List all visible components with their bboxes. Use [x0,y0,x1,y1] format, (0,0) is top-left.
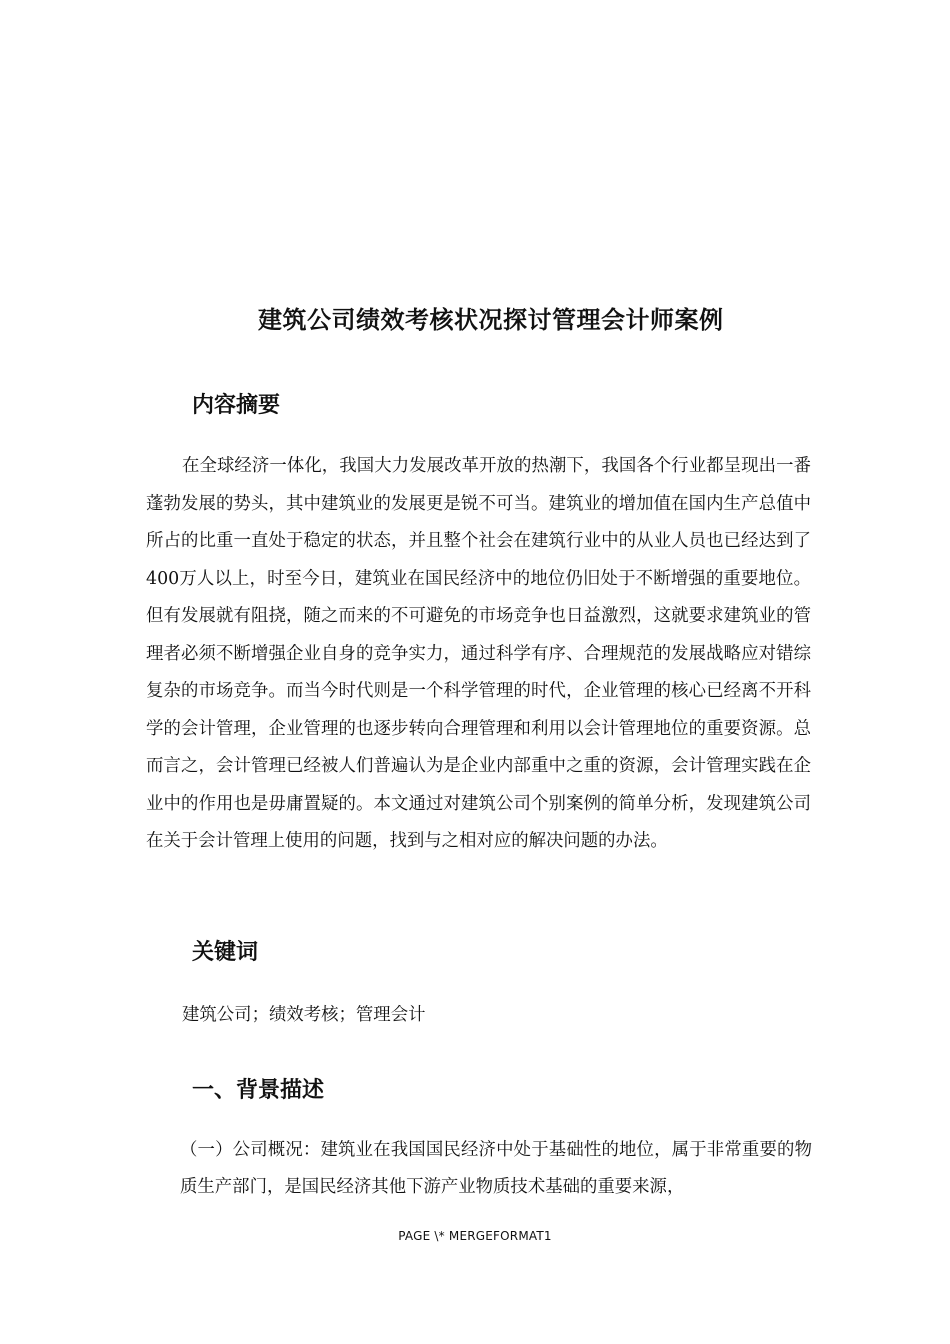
page-footer: PAGE \* MERGEFORMAT1 [398,1229,552,1243]
keywords-text: 建筑公司；绩效考核；管理会计 [182,1005,426,1025]
page-title: 建筑公司绩效考核状况探讨管理会计师案例 [258,306,724,334]
section-paragraph-company-overview: （一）公司概况：建筑业在我国国民经济中处于基础性的地位，属于非常重要的物质生产部门，是国民经济其他下游产业物质技术基础的重要来源， [180,1140,812,1197]
abstract-heading: 内容摘要 [192,393,281,418]
keywords-heading: 关键词 [192,940,259,965]
abstract-paragraph: 在全球经济一体化，我国大力发展改革开放的热潮下，我国各个行业都呈现出一番蓬勃发展的势头，其中建筑业的发展更是锐不可当。建筑业的增加值在国内生产总值中所占的比重一直处于稳定的状态，并且整个社会在建筑行业中的从业人员也已经达到了400万人以上，时至今日，建筑业在国民经济中的地位仍旧处于不断增强的重要地位。但有发展就有阻挠，随之而来的不可避免的市场竞争也日益激烈，这就要求建筑业的管理者必须不断增强企业自身的竞争实力，通过科学有序、合理规范的发展战略应对错综复杂的市场竞争。而当今时代则是一个科学管理的时代，企业管理的核心已经离不开科学的会计管理，企业管理的也逐步转向合理管理和利用以会计管理地位的重要资源。总而言之，会计管理已经被人们普遍认为是企业内部重中之重的资源，会计管理实践在企业中的作用也是毋庸置疑的。本文通过对建筑公司个别案例的简单分析，发现建筑公司在关于会计管理上使用的问题，找到与之相对应的解决问题的办法。 [146,456,811,851]
section-heading-background: 一、背景描述 [192,1078,325,1103]
